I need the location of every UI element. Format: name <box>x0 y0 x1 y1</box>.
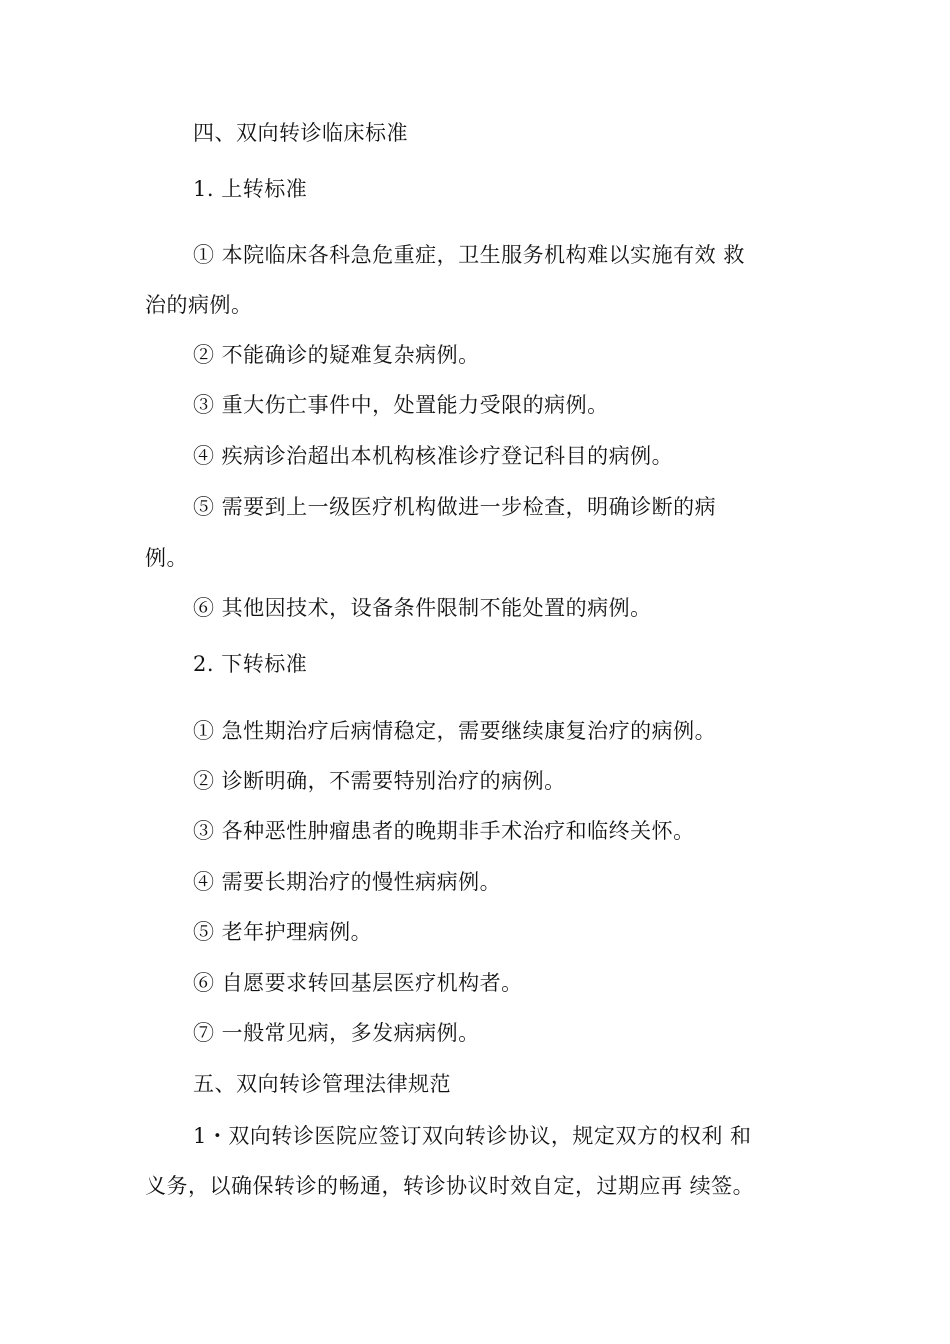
law-item-1-continued: 义务，以确保转诊的畅通，转诊协议时效自定，过期应再 续签。 <box>145 1174 755 1198</box>
subheading-downward-transfer: 2. 下转标准 <box>193 652 308 676</box>
upward-item-2: ② 不能确诊的疑难复杂病例。 <box>193 343 480 367</box>
downward-item-4: ④ 需要长期治疗的慢性病病例。 <box>193 870 502 894</box>
subheading-upward-transfer: 1. 上转标准 <box>193 177 308 201</box>
downward-item-3: ③ 各种恶性肿瘤患者的晚期非手术治疗和临终关怀。 <box>193 819 695 843</box>
upward-item-1: ① 本院临床各科急危重症，卫生服务机构难以实施有效 救 <box>193 243 745 267</box>
upward-item-3: ③ 重大伤亡事件中，处置能力受限的病例。 <box>193 393 609 417</box>
downward-item-2: ② 诊断明确，不需要特别治疗的病例。 <box>193 769 566 793</box>
upward-item-5: ⑤ 需要到上一级医疗机构做进一步检查，明确诊断的病 <box>193 495 717 519</box>
downward-item-6: ⑥ 自愿要求转回基层医疗机构者。 <box>193 971 523 995</box>
upward-item-6: ⑥ 其他因技术，设备条件限制不能处置的病例。 <box>193 596 652 620</box>
law-item-1: 1・双向转诊医院应签订双向转诊协议，规定双方的权利 和 <box>193 1124 752 1148</box>
upward-item-4: ④ 疾病诊治超出本机构核准诊疗登记科目的病例。 <box>193 444 674 468</box>
upward-item-1-continued: 治的病例。 <box>145 293 253 317</box>
section-heading-5: 五、双向转诊管理法律规范 <box>193 1072 451 1096</box>
upward-item-5-continued: 例。 <box>145 546 188 570</box>
downward-item-7: ⑦ 一般常见病，多发病病例。 <box>193 1021 480 1045</box>
downward-item-1: ① 急性期治疗后病情稳定，需要继续康复治疗的病例。 <box>193 719 717 743</box>
section-heading-4: 四、双向转诊临床标准 <box>193 121 408 145</box>
downward-item-5: ⑤ 老年护理病例。 <box>193 920 373 944</box>
